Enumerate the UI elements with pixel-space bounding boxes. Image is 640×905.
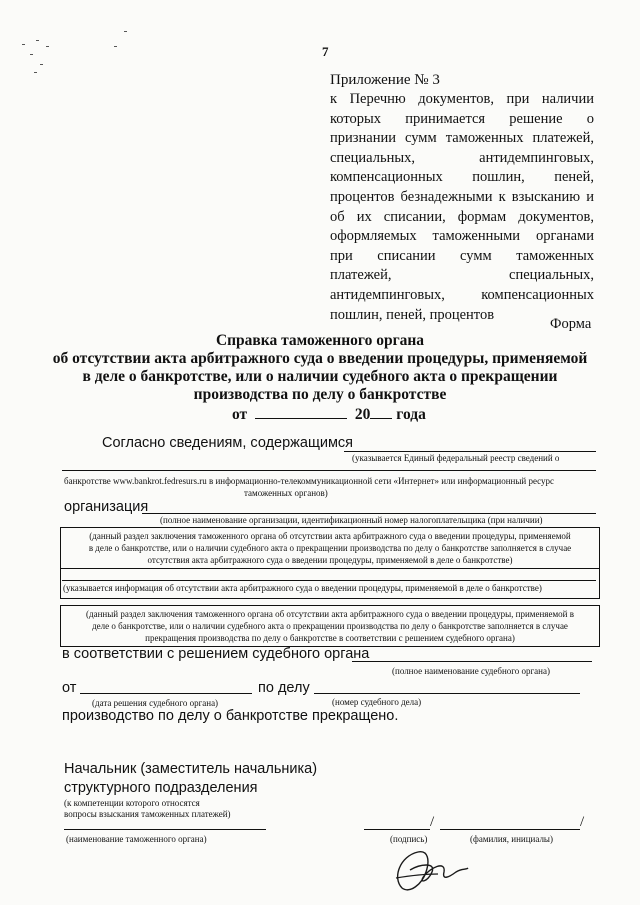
competence-note-2: вопросы взыскания таможенных платежей) bbox=[64, 809, 231, 819]
absence-info-hint: (указывается информация об отсутствии акта арбитражного суда о введении процедуры, применяемой в деле о банкротстве) bbox=[63, 583, 542, 593]
box2-text-3: прекращения производства по делу о банкротстве в соответствии с решением судебного органа) bbox=[145, 633, 515, 643]
chief-title-2: структурного подразделения bbox=[64, 780, 258, 796]
appendix-body: к Перечню документов, при наличии которых принимается решение о признании сумм таможенных платежей, специальных, антидемпинговых, компенсационных пошлин, пеней, процентов безнадежными к взысканию и об их списании, формам документов, оформляемых таможенными органами при списании сумм таможенных платежей, специальных, антидемпинговых, компенсационных пошлин, пеней, процентов bbox=[330, 91, 594, 323]
slash-separator-2: / bbox=[580, 814, 585, 830]
signature-hint: (подпись) bbox=[390, 834, 428, 844]
source-register-line-2[interactable] bbox=[62, 470, 596, 471]
box1-text-3: отсутствия акта арбитражного суда о введении процедуры, применяемой в деле о банкротстве) bbox=[147, 555, 513, 565]
absence-info-box bbox=[60, 567, 600, 599]
source-lead: Согласно сведениям, содержащимся bbox=[102, 435, 354, 451]
date-year-blank[interactable] bbox=[370, 404, 392, 419]
absence-instruction-box bbox=[60, 527, 600, 569]
title-line-2: об отсутствии акта арбитражного суда о введении процедуры, применяемой bbox=[52, 350, 588, 367]
customs-authority-hint: (наименование таможенного органа) bbox=[66, 834, 207, 844]
source-hint-3: таможенных органов) bbox=[244, 488, 328, 498]
competence-note-1: (к компетенции которого относятся bbox=[64, 798, 200, 808]
form-label: Форма bbox=[550, 316, 592, 332]
court-name-line[interactable] bbox=[352, 661, 592, 662]
title-line-4: производства по делу о банкротстве bbox=[193, 386, 447, 403]
appendix-title: Приложение № 3 bbox=[330, 72, 440, 88]
date-year-label: 20 bbox=[354, 406, 371, 423]
handwritten-initials bbox=[388, 846, 472, 894]
title-date-row bbox=[232, 404, 426, 424]
name-initials-hint: (фамилия, инициалы) bbox=[470, 834, 553, 844]
customs-authority-line[interactable] bbox=[64, 829, 266, 830]
organization-hint: (полное наименование организации, идентификационный номер налогоплательщика (при наличии) bbox=[160, 515, 543, 525]
organization-label: организация bbox=[64, 499, 149, 515]
decision-date-from-label: от bbox=[62, 680, 77, 696]
decision-date-hint: (дата решения судебного органа) bbox=[92, 698, 219, 708]
source-register-line[interactable] bbox=[344, 451, 596, 452]
box1-text-2: в деле о банкротстве, или о наличии судебного акта о прекращении производства по делу о банкротстве заполняется в случае bbox=[88, 543, 572, 553]
name-initials-line[interactable] bbox=[440, 829, 580, 830]
box1-text-1: (данный раздел заключения таможенного органа об отсутствии акта арбитражного суда о введении процедуры, применяемой bbox=[89, 531, 571, 541]
box2-text-1: (данный раздел заключения таможенного органа об отсутствии акта арбитражного суда о введении процедуры, применяемой в bbox=[86, 609, 574, 619]
box2-text-2: деле о банкротстве, или о наличии судебного акта о прекращении производства по делу о банкротстве заполняется в случае bbox=[92, 621, 568, 631]
court-name-hint: (полное наименование судебного органа) bbox=[392, 666, 550, 676]
court-decision-label: в соответствии с решением судебного органа bbox=[62, 646, 370, 662]
source-hint-2: банкротстве www.bankrot.fedresurs.ru в информационно-телекоммуникационной сети «Интернет» или информационный ресурс bbox=[64, 476, 555, 486]
source-hint-1: (указывается Единый федеральный реестр сведений о bbox=[352, 453, 560, 463]
termination-instruction-box bbox=[60, 605, 600, 647]
date-from-label: от bbox=[232, 406, 248, 423]
case-number-line[interactable] bbox=[314, 693, 580, 694]
case-number-hint: (номер судебного дела) bbox=[332, 697, 422, 707]
document-title bbox=[40, 332, 600, 404]
case-label: по делу bbox=[258, 680, 310, 696]
date-suffix: года bbox=[396, 406, 426, 423]
title-line-3: в деле о банкротстве, или о наличии судебного акта о прекращении bbox=[82, 368, 558, 385]
chief-title-1: Начальник (заместитель начальника) bbox=[64, 761, 318, 777]
termination-statement: производство по делу о банкротстве прекращено. bbox=[62, 708, 399, 724]
slash-separator-1: / bbox=[430, 814, 435, 830]
organization-line[interactable] bbox=[142, 513, 596, 514]
decision-date-line[interactable] bbox=[80, 693, 252, 694]
title-line-1: Справка таможенного органа bbox=[215, 332, 425, 349]
signature-line[interactable] bbox=[364, 829, 430, 830]
page-number: 7 bbox=[322, 44, 329, 59]
date-day-month-blank[interactable] bbox=[255, 404, 347, 419]
